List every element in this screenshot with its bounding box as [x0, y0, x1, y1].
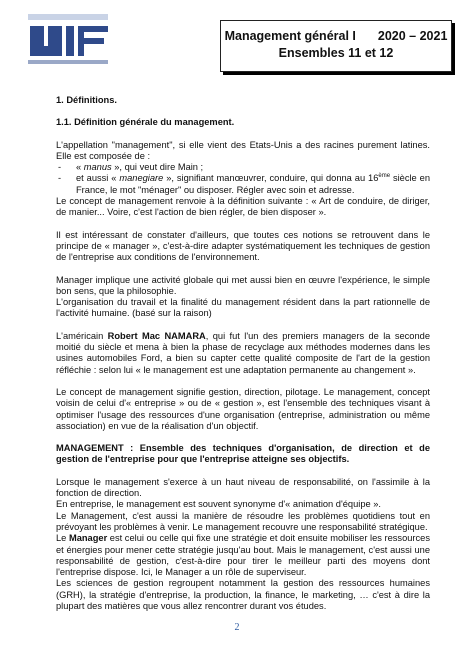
list-text: », qui veut dire Main ;: [111, 162, 204, 173]
section-heading-1-1: 1.1. Définition générale du management.: [56, 117, 235, 128]
course-title-box: [220, 20, 452, 72]
paragraph-le-management: Le Management, c'est aussi la manière de résoudre les problèmes quotidiens tout en prévoyant les problèmes à venir. Le management recouvre une responsabilité stratégique.: [56, 510, 430, 532]
paragraph-lorsque: Lorsque le management s'exerce à un haut niveau de responsabilité, on l'assimile à la fonction de direction.: [56, 476, 430, 499]
paragraph-en-entreprise: En entreprise, le management est souvent synonyme d'« animation d'équipe ».: [56, 499, 382, 510]
list-text: «: [76, 162, 84, 173]
paragraph-manager-implique: Manager implique une activité globale qui met aussi bien en œuvre l'expérience, le simple bon sens, que la philosophie.: [56, 274, 430, 296]
groups-label: Ensembles 11 et 12: [278, 46, 394, 60]
paragraph-concept-ancien: Le concept de management renvoie à la définition suivante : « Art de conduire, de diriger, de manier... Voire, c'est l'action de bien régler, de bien disposer ».: [56, 196, 430, 218]
definition-bold: MANAGEMENT : Ensemble des techniques d'organisation, de direction et de gestion de l'entreprise pour que l'entreprise atteigne ses objectifs.: [56, 443, 430, 465]
paragraph-text: Le: [56, 533, 69, 544]
paragraph-text: L'américain: [56, 330, 108, 341]
person-name: Robert Mac NAMARA: [107, 330, 206, 341]
paragraph-text: est celui ou celle qui fixe une stratégie et doit ensuite mobiliser les ressources et énergies pour mener cette stratégie jusqu'au bout. Mais le management, c'est aussi une responsabilité de gestion, c'est-à-dire pour tirer le meilleur parti des moyens dont l'entreprise dispose. Ici, le Manager a un rôle de superviseur.: [56, 533, 430, 578]
document-body: [56, 95, 430, 612]
academic-year: 2020 – 2021: [377, 29, 448, 43]
institution-logo: [26, 10, 110, 68]
list-item: [56, 173, 430, 196]
course-title: Management général I: [224, 29, 356, 43]
paragraph-text: , qui fut l'un des premiers managers de la seconde moitié du siècle et mena à bien la phase de recyclage aux méthodes modernes dans les usines automobiles Ford, a bien su capter cette qualité composite de l'art de la gestion réfléchie : selon lui « le management est une adaptation permanente au changement ».: [56, 330, 430, 375]
etymology-list: [56, 162, 430, 196]
list-item: [56, 162, 430, 173]
page-number: 2: [234, 622, 240, 633]
paragraph-organisation: L'organisation du travail et la finalité du management résident dans la part rationnelle de l'activité humaine. (basé sur la raison): [56, 297, 430, 319]
paragraph-namara: [56, 331, 430, 376]
italian-word: manegiare: [119, 173, 164, 184]
list-text: et aussi «: [76, 173, 120, 184]
paragraph-manager: [56, 533, 430, 578]
latin-word: manus: [83, 162, 112, 173]
list-text: », signifiant manœuvrer, conduire, qui donna au 16: [163, 173, 379, 184]
list-dash: -: [58, 173, 62, 184]
list-dash: -: [58, 162, 62, 173]
superscript: ème: [378, 173, 391, 180]
paragraph-concept-signifie: Le concept de management signifie gestion, direction, pilotage. Le management, concept voisin de celui d'« entreprise » ou de « gestion », est l'ensemble des techniques visant à optimiser l'usage des ressources d'une organisation (entreprise, administration ou même association) en vue de la réalisation d'un objectif.: [56, 386, 430, 431]
manager-term: Manager: [68, 533, 108, 544]
section-heading-1: 1. Définitions.: [56, 95, 117, 105]
paragraph-interessant: Il est intéressant de constater d'ailleurs, que toutes ces notions se retrouvent dans le principe de « manager », c'est-à-dire adapter systématiquement les techniques de gestion de l'entreprise aux conditions de l'environnement.: [56, 229, 430, 263]
paragraph-appellation: L'appellation "management", si elle vient des Etats-Unis a des racines purement latines. Elle est composée de :: [56, 139, 430, 161]
paragraph-sciences: Les sciences de gestion regroupent notamment la gestion des ressources humaines (GRH), la stratégie d'entreprise, la production, la finance, le marketing, … c'est à dire la plupart des matières que vous allez rencontrer durant vos études.: [56, 578, 430, 611]
list-text: siècle en France, le mot "ménager" ou disposer. Régler avec soin et adresse.: [76, 173, 430, 195]
